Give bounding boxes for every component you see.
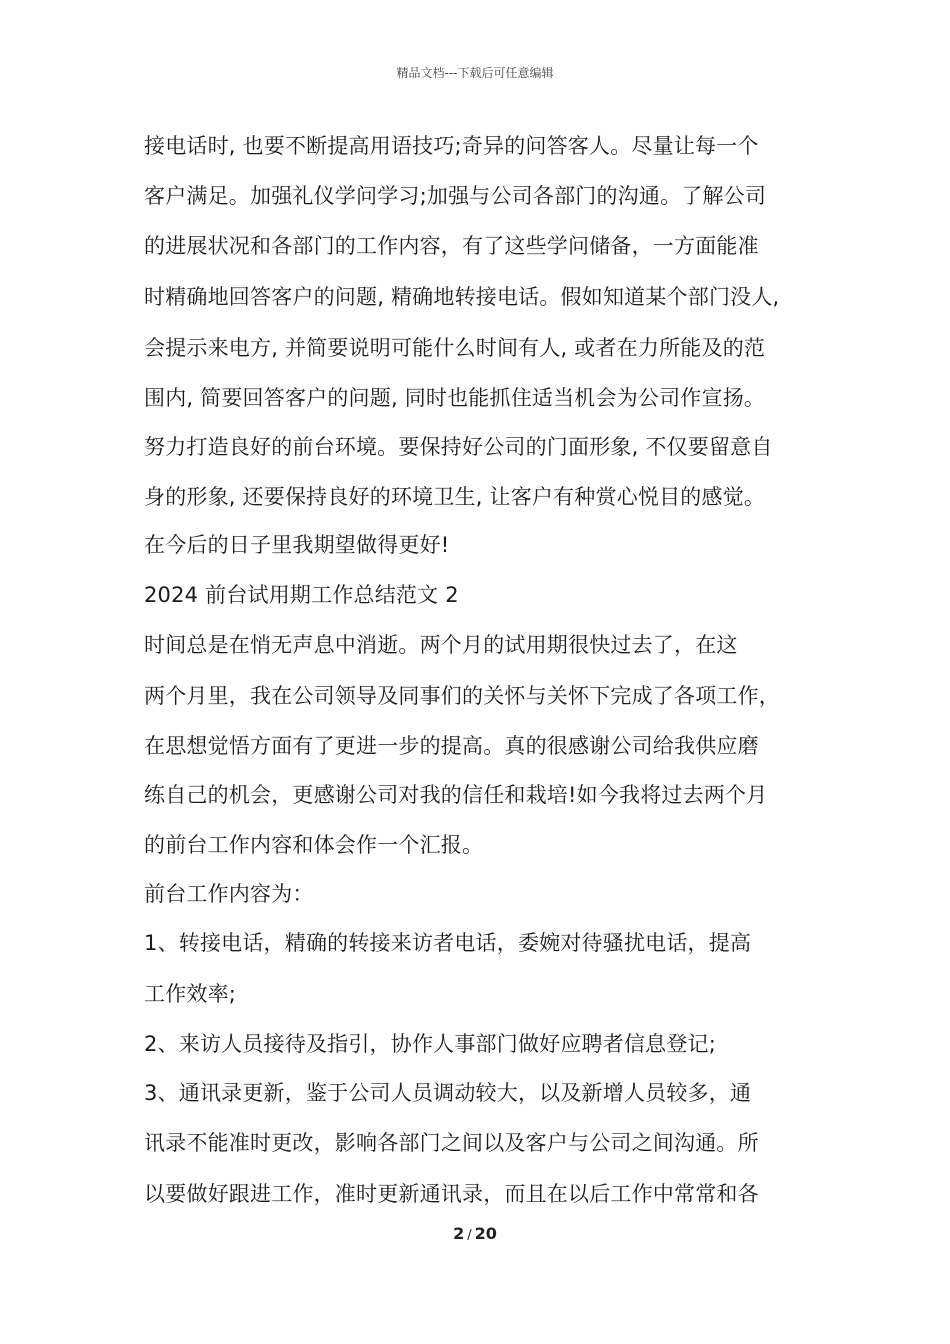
page-number (0, 1224, 950, 1243)
page-current: 2 (453, 1224, 465, 1243)
paragraph-line: 会提示来电方, 并简要说明可能什么时间有人, 或者在力所能及的范 (144, 336, 766, 360)
list-item-line: 以要做好跟进工作，准时更新通讯录，而且在以后工作中常常和各 (144, 1182, 759, 1206)
paragraph-line: 时精确地回答客户的问题, 精确地转接电话。假如知道某个部门没人, (144, 285, 780, 309)
list-item-line: 讯录不能准时更改，影响各部门之间以及客户与公司之间沟通。所 (144, 1131, 759, 1155)
paragraph-line: 努力打造良好的前台环境。要保持好公司的门面形象, 不仅要留意自 (144, 435, 773, 459)
paragraph-line: 前台工作内容为： (144, 882, 314, 906)
paragraph-line: 在今后的日子里我期望做得更好! (144, 533, 450, 557)
paragraph-line: 时间总是在悄无声息中消逝。两个月的试用期很快过去了，在这 (144, 633, 738, 657)
list-item-line: 3、通讯录更新，鉴于公司人员调动较大，以及新增人员较多，通 (144, 1081, 752, 1105)
paragraph-line: 围内, 简要回答客户的问题, 同时也能抓住适当机会为公司作宣扬。 (144, 386, 766, 410)
paragraph-line: 客户满足。加强礼仪学问学习;加强与公司各部门的沟通。了解公司 (144, 184, 767, 208)
section-title: 2024 前台试用期工作总结范文 2 (144, 583, 459, 607)
paragraph-line: 接电话时, 也要不断提高用语技巧;奇异的问答客人。尽量让每一个 (144, 134, 759, 158)
paragraph-line: 的前台工作内容和体会作一个汇报。 (144, 833, 484, 857)
list-item-line: 工作效率; (144, 982, 237, 1006)
paragraph-line: 的进展状况和各部门的工作内容，有了这些学问储备，一方面能准 (144, 234, 759, 258)
paragraph-line: 身的形象, 还要保持良好的环境卫生, 让客户有种赏心悦目的感觉。 (144, 485, 766, 509)
paragraph-line: 练自己的机会，更感谢公司对我的信任和栽培!如今我将过去两个月 (144, 783, 768, 807)
paragraph-line: 在思想觉悟方面有了更进一步的提高。真的很感谢公司给我供应磨 (144, 734, 759, 758)
list-item-line: 2、来访人员接待及指引，协作人事部门做好应聘者信息登记; (144, 1032, 717, 1056)
list-item-line: 1、转接电话，精确的转接来访者电话，委婉对待骚扰电话，提高 (144, 931, 752, 955)
page-total: 20 (474, 1224, 497, 1243)
page-separator: / (467, 1228, 472, 1243)
page-header: 精品文档---下载后可任意编辑 (396, 66, 554, 80)
paragraph-line: 两个月里，我在公司领导及同事们的关怀与关怀下完成了各项工作， (144, 684, 780, 708)
